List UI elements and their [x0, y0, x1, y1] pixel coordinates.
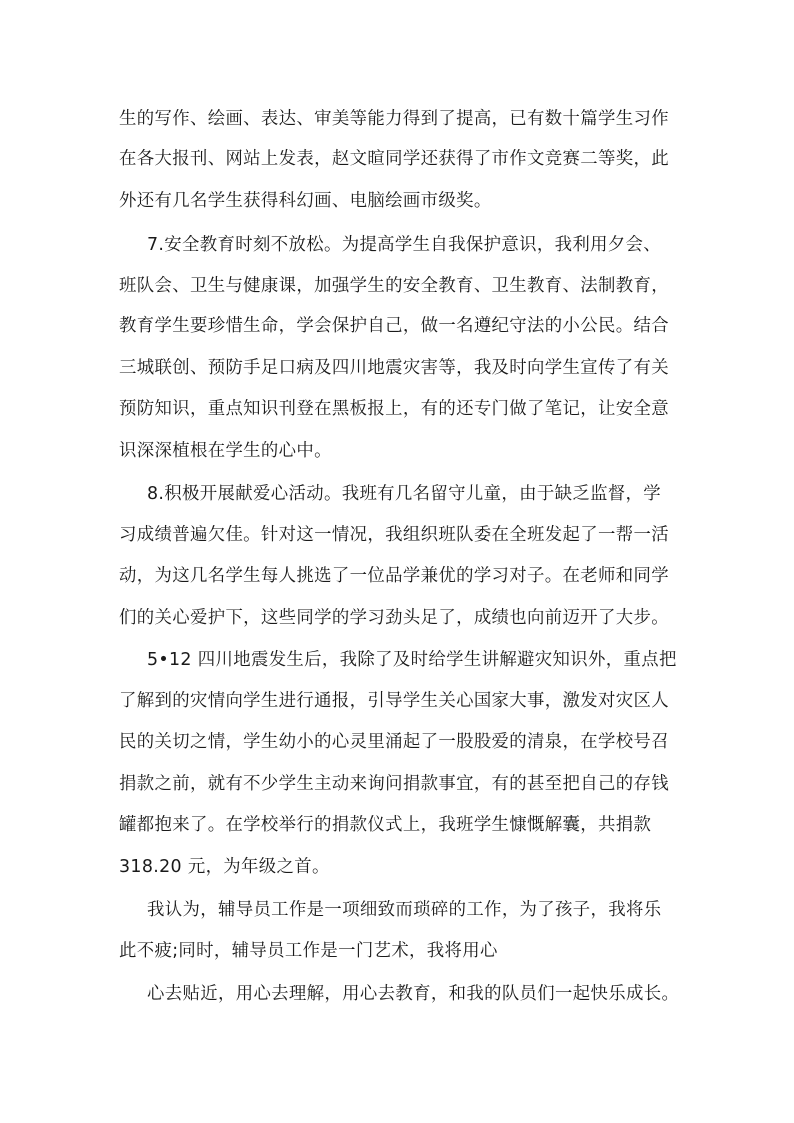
paragraph-line: 此不疲;同时，辅导员工作是一门艺术，我将用心 — [119, 941, 498, 961]
paragraph-line: 318.20 元，为年级之首。 — [119, 857, 330, 877]
paragraph-line: 捐款之前，就有不少学生主动来询问捐款事宜，有的甚至把自己的存钱 — [119, 774, 669, 794]
paragraph-line: 习成绩普遍欠佳。针对这一情况，我组织班队委在全班发起了一帮一活 — [119, 525, 669, 545]
paragraph-line: 8.积极开展献爱心活动。我班有几名留守儿童，由于缺乏监督，学 — [147, 484, 662, 504]
paragraph-line: 教育学生要珍惜生命，学会保护自己，做一名遵纪守法的小公民。结合 — [119, 316, 669, 336]
paragraph-line: 我认为，辅导员工作是一项细致而琐碎的工作，为了孩子，我将乐 — [147, 900, 662, 920]
paragraph-line: 班队会、卫生与健康课，加强学生的安全教育、卫生教育、法制教育， — [119, 276, 669, 296]
paragraph-line: 预防知识，重点知识刊登在黑板报上，有的还专门做了笔记，让安全意 — [119, 399, 669, 419]
paragraph-line: 识深深植根在学生的心中。 — [119, 441, 332, 461]
paragraph-line: 了解到的灾情向学生进行通报，引导学生关心国家大事，激发对灾区人 — [119, 691, 669, 711]
paragraph-line: 生的写作、绘画、表达、审美等能力得到了提高，已有数十篇学生习作 — [119, 109, 669, 129]
paragraph-line: 5•12 四川地震发生后，我除了及时给学生讲解避灾知识外，重点把 — [147, 650, 677, 670]
paragraph-line: 们的关心爱护下，这些同学的学习劲头足了，成绩也向前迈开了大步。 — [119, 608, 669, 628]
paragraph-line: 民的关切之情，学生幼小的心灵里涌起了一股股爱的清泉，在学校号召 — [119, 732, 669, 752]
paragraph-line: 罐都抱来了。在学校举行的捐款仪式上，我班学生慷慨解囊，共捐款 — [119, 815, 652, 835]
paragraph-line: 外还有几名学生获得科幻画、电脑绘画市级奖。 — [119, 191, 492, 211]
paragraph-line: 三城联创、预防手足口病及四川地震灾害等，我及时向学生宣传了有关 — [119, 358, 669, 378]
paragraph-line: 在各大报刊、网站上发表，赵文暄同学还获得了市作文竞赛二等奖，此 — [119, 149, 669, 169]
paragraph-line: 7.安全教育时刻不放松。为提高学生自我保护意识，我利用夕会、 — [147, 235, 662, 255]
paragraph-line: 动，为这几名学生每人挑选了一位品学兼优的学习对子。在老师和同学 — [119, 566, 669, 586]
paragraph-line: 心去贴近，用心去理解，用心去教育，和我的队员们一起快乐成长。 — [147, 984, 680, 1004]
